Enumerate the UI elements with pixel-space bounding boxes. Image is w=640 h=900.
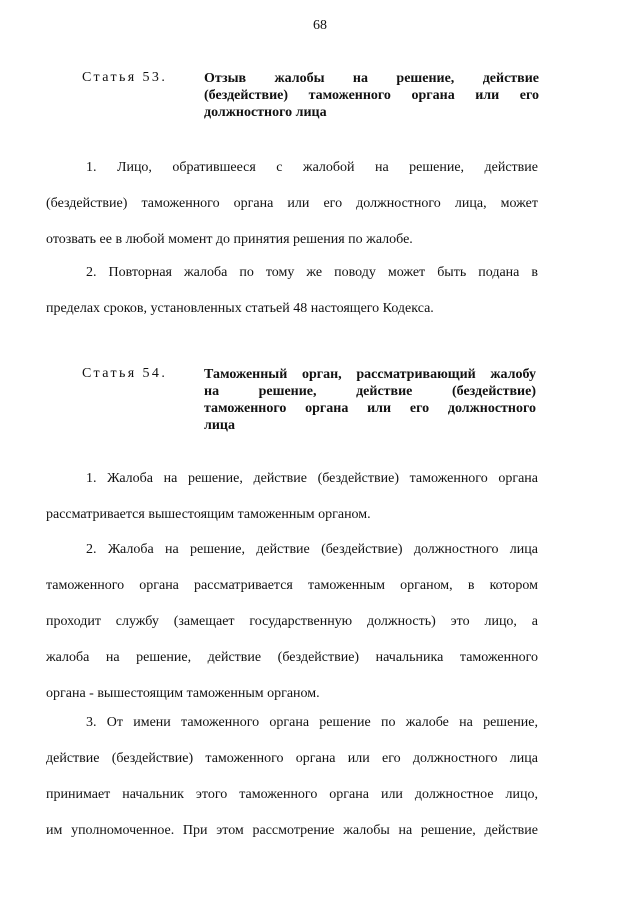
article-54-title-line: Таможенный орган, рассматривающий жалобу: [204, 367, 536, 382]
paragraph-line: таможенного органа рассматривается таможенным органом, в котором: [46, 578, 538, 593]
article-54-label: Статья 54.: [82, 366, 168, 381]
paragraph-line: отозвать ее в любой момент до принятия решения по жалобе.: [46, 232, 413, 247]
article-53-label: Статья 53.: [82, 70, 168, 85]
article-54-title-line: на решение, действие (бездействие): [204, 384, 536, 399]
paragraph-line: 2. Повторная жалоба по тому же поводу может быть подана в: [86, 265, 538, 280]
paragraph-line: рассматривается вышестоящим таможенным органом.: [46, 507, 371, 522]
paragraph-line: жалоба на решение, действие (бездействие) начальника таможенного: [46, 650, 538, 665]
article-53-paragraph-2: [46, 255, 538, 327]
article-54-title: [204, 366, 536, 434]
article-54-paragraph-3: [46, 705, 538, 849]
article-53-title-line: Отзыв жалобы на решение, действие: [204, 71, 539, 86]
article-54-title-line: лица: [204, 418, 235, 433]
paragraph-line: пределах сроков, установленных статьей 48 настоящего Кодекса.: [46, 301, 434, 316]
paragraph-line: действие (бездействие) таможенного органа или его должностного лица: [46, 751, 538, 766]
article-54-title-line: таможенного органа или его должностного: [204, 401, 536, 416]
article-53-paragraph-1: [46, 150, 538, 258]
article-53-header: [82, 70, 539, 121]
paragraph-line: (бездействие) таможенного органа или его должностного лица, может: [46, 196, 538, 211]
paragraph-line: проходит службу (замещает государственную должность) это лицо, а: [46, 614, 538, 629]
article-53-title-line: (бездействие) таможенного органа или его: [204, 88, 539, 103]
paragraph-line: 1. Лицо, обратившееся с жалобой на решение, действие: [86, 160, 538, 175]
paragraph-line: 3. От имени таможенного органа решение по жалобе на решение,: [86, 715, 538, 730]
paragraph-line: органа - вышестоящим таможенным органом.: [46, 686, 320, 701]
page-number: 68: [313, 18, 327, 33]
article-54-paragraph-2: [46, 532, 538, 712]
paragraph-line: принимает начальник этого таможенного органа или должностное лицо,: [46, 787, 538, 802]
paragraph-line: им уполномоченное. При этом рассмотрение жалобы на решение, действие: [46, 823, 538, 838]
article-53-title-line: должностного лица: [204, 105, 327, 120]
paragraph-line: 1. Жалоба на решение, действие (бездействие) таможенного органа: [86, 471, 538, 486]
article-54-paragraph-1: [46, 461, 538, 533]
paragraph-line: 2. Жалоба на решение, действие (бездействие) должностного лица: [86, 542, 538, 557]
article-53-title: [204, 70, 539, 121]
article-54-header: [82, 366, 536, 434]
